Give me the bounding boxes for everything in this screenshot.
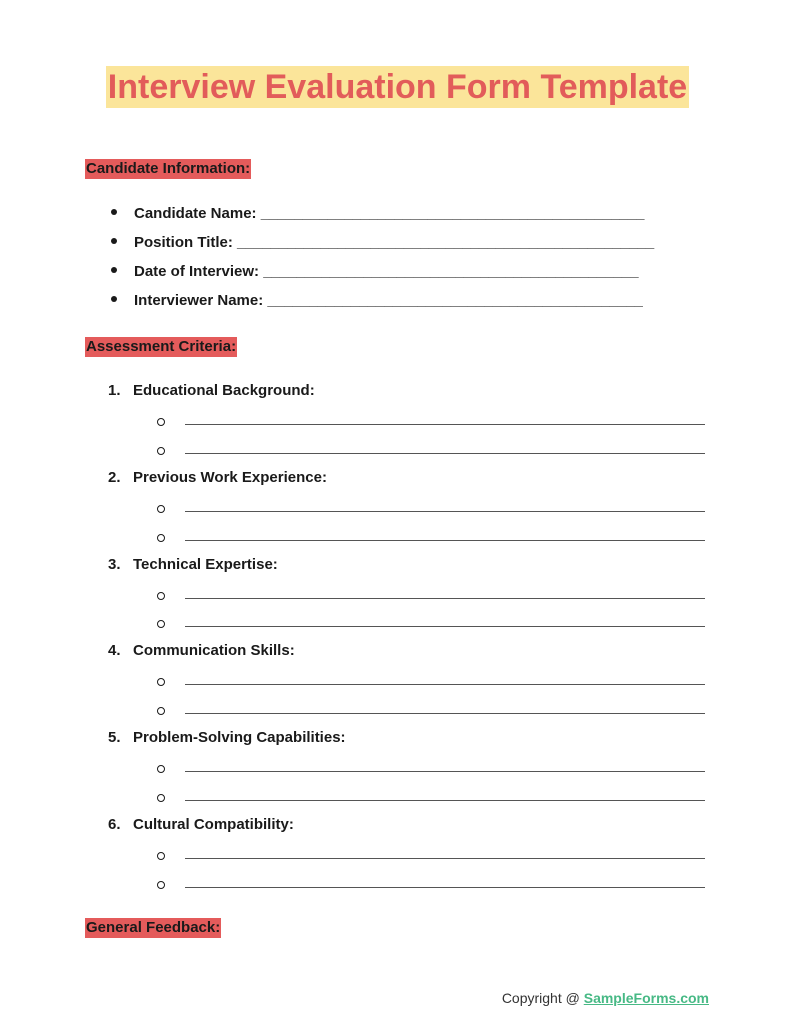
criterion-number: 4.	[108, 642, 121, 659]
copyright-prefix: Copyright @	[501, 990, 584, 1006]
hollow-bullet-icon	[157, 620, 165, 628]
criterion-title	[108, 555, 278, 575]
criterion-label: Cultural Compatibility:	[133, 816, 294, 833]
criterion-label: Problem-Solving Capabilities:	[133, 729, 346, 746]
section-general-feedback: General Feedback:	[86, 919, 221, 936]
bullet-icon	[111, 209, 117, 215]
answer-underline	[185, 713, 705, 714]
hollow-bullet-icon	[157, 765, 165, 773]
hollow-bullet-icon	[157, 707, 165, 715]
hollow-bullet-icon	[157, 852, 165, 860]
criterion-label: Previous Work Experience:	[133, 469, 327, 486]
bullet-icon	[111, 267, 117, 273]
answer-underline	[185, 598, 705, 599]
criterion-answer-line[interactable]	[157, 701, 705, 721]
criterion-label: Technical Expertise:	[133, 556, 278, 573]
criterion-title	[108, 728, 346, 748]
hollow-bullet-icon	[157, 881, 165, 889]
field-interviewer-name[interactable]	[108, 291, 643, 311]
answer-underline	[185, 684, 705, 685]
criterion-answer-line[interactable]	[157, 499, 705, 519]
criterion-answer-line[interactable]	[157, 528, 705, 548]
answer-underline	[185, 626, 705, 627]
section-assessment-criteria: Assessment Criteria:	[86, 338, 237, 355]
field-label: Position Title: __________________________________________________	[134, 234, 655, 251]
answer-underline	[185, 771, 705, 772]
criterion-number: 1.	[108, 382, 121, 399]
field-label: Interviewer Name: _____________________________________________	[134, 292, 643, 309]
criterion-answer-line[interactable]	[157, 614, 705, 634]
field-position-title[interactable]	[108, 233, 654, 253]
hollow-bullet-icon	[157, 505, 165, 513]
criterion-title	[108, 641, 295, 661]
criterion-label: Communication Skills:	[133, 642, 295, 659]
field-label: Date of Interview: _____________________________________________	[134, 263, 639, 280]
field-label: Candidate Name: ______________________________________________	[134, 205, 645, 222]
section-candidate-information: Candidate Information:	[86, 160, 251, 177]
criterion-answer-line[interactable]	[157, 846, 705, 866]
criterion-answer-line[interactable]	[157, 586, 705, 606]
answer-underline	[185, 858, 705, 859]
field-candidate-name[interactable]	[108, 204, 644, 224]
criterion-title	[108, 468, 327, 488]
criterion-number: 6.	[108, 816, 121, 833]
hollow-bullet-icon	[157, 534, 165, 542]
bullet-icon	[111, 238, 117, 244]
hollow-bullet-icon	[157, 418, 165, 426]
title-wrapper	[0, 66, 795, 108]
answer-underline	[185, 511, 705, 512]
field-date-of-interview[interactable]	[108, 262, 639, 282]
answer-underline	[185, 453, 705, 454]
criterion-number: 2.	[108, 469, 121, 486]
hollow-bullet-icon	[157, 678, 165, 686]
criterion-answer-line[interactable]	[157, 672, 705, 692]
criterion-title	[108, 381, 315, 401]
footer-copyright	[502, 990, 709, 1006]
page-title: Interview Evaluation Form Template	[107, 68, 688, 106]
answer-underline	[185, 887, 705, 888]
answer-underline	[185, 800, 705, 801]
hollow-bullet-icon	[157, 794, 165, 802]
criterion-answer-line[interactable]	[157, 788, 705, 808]
brand-link[interactable]: SampleForms.com	[583, 990, 709, 1006]
answer-underline	[185, 540, 705, 541]
answer-underline	[185, 424, 705, 425]
criterion-number: 3.	[108, 556, 121, 573]
criterion-title	[108, 815, 294, 835]
hollow-bullet-icon	[157, 592, 165, 600]
criterion-answer-line[interactable]	[157, 441, 705, 461]
criterion-answer-line[interactable]	[157, 759, 705, 779]
bullet-icon	[111, 296, 117, 302]
criterion-answer-line[interactable]	[157, 875, 705, 895]
hollow-bullet-icon	[157, 447, 165, 455]
criterion-answer-line[interactable]	[157, 412, 705, 432]
criterion-label: Educational Background:	[133, 382, 315, 399]
criterion-number: 5.	[108, 729, 121, 746]
